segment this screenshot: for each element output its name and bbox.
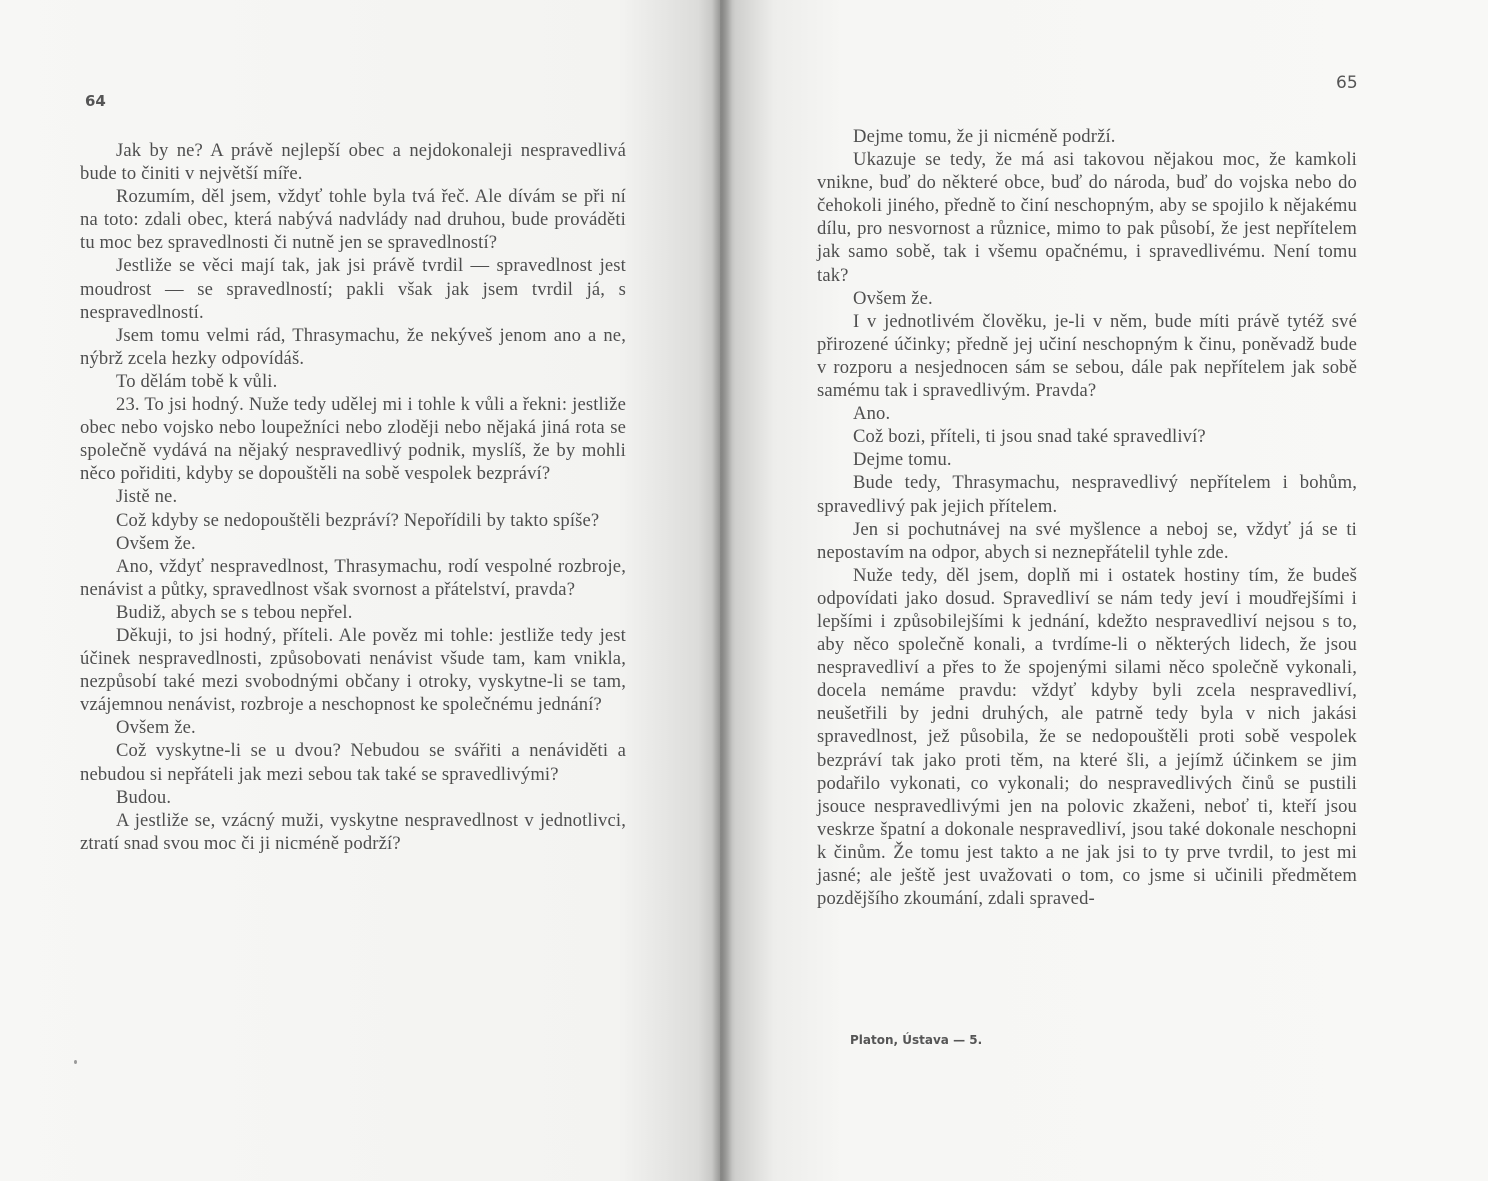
left-page-text	[80, 139, 626, 855]
paragraph: To dělám tobě k vůli.	[116, 370, 278, 392]
paragraph: Ovšem že.	[853, 287, 933, 309]
paragraph: Dejme tomu, že ji nicméně podrží.	[853, 126, 1116, 147]
footer-signature: Platon, Ústava — 5.	[850, 1033, 983, 1047]
paragraph: Což vyskytne-li se u dvou? Nebudou se svářiti a nenáviděti a nebudou si nepřáteli jak mezi sebou tak také se spravedlivými?	[80, 740, 626, 785]
paragraph: Ovšem že.	[116, 532, 196, 554]
paragraph: Dejme tomu.	[853, 449, 952, 471]
paragraph: Jen si pochutnávej na své myšlence a neboj se, vždyť já se ti nepostavím na odpor, abych si neznepřátelil tyhle zde.	[817, 518, 1357, 563]
paragraph: Jak by ne? A právě nejlepší obec a nejdokonaleji nespravedlivá bude to činiti v největší míře.	[80, 140, 626, 185]
page-number: 64	[85, 92, 106, 110]
paragraph: Jestliže se věci mají tak, jak jsi právě tvrdil — spravedlnost jest moudrost — se spravedlností; pakli však jak jsem tvrdil já, s nespravedlností.	[80, 255, 626, 323]
right-page	[720, 0, 1488, 1181]
paragraph: Rozumím, děl jsem, vždyť tohle byla tvá řeč. Ale dívám se při ní na toto: zdali obec, která nabývá nadvlády nad druhou, bude prováděti tu moc bez spravedlnosti či nutně jen se spravedlností?	[80, 186, 626, 254]
paragraph: Ukazuje se tedy, že má asi takovou nějakou moc, že kamkoli vnikne, buď do některé obce, buď do národa, buď do vojska nebo do čehokoli jiného, předně to činí neschopným, aby se spojilo k nějakému dílu, pro nesvornost a různice, mimo to pak působí, že jest nepřítelem jak samo sobě, tak i všemu opačnému, i spravedlivému. Není tomu tak?	[817, 149, 1357, 286]
paragraph: Budiž, abych se s tebou nepřel.	[116, 601, 353, 623]
paragraph: Ovšem že.	[116, 717, 196, 739]
ink-speck	[74, 1060, 77, 1064]
left-page	[0, 0, 720, 1181]
paragraph: Ano.	[853, 403, 891, 425]
paragraph: Ano, vždyť nespravedlnost, Thrasymachu, rodí vespolné rozbroje, nenávist a půtky, spravedlnost však svornost a přátelství, pravda?	[80, 555, 626, 600]
paragraph: Jistě ne.	[116, 486, 178, 508]
paragraph: Děkuji, to jsi hodný, příteli. Ale pověz mi tohle: jestliže tedy jest účinek nespravedlnosti, způsobovati nenávist všude tam, kam vnikla, nezpůsobí také mezi svobodnými občany i otroky, vyskytne-li se tam, vzájemnou nenávist, rozbroje a neschopnost ke společnému jednání?	[80, 624, 626, 716]
paragraph: 23. To jsi hodný. Nuže tedy udělej mi i tohle k vůli a řekni: jestliže obec nebo vojsko nebo loupežníci nebo zloději nebo nějaká jiná rota se společně vydává na nějaký nespravedlivý podnik, myslíš, že by mohli něco pořiditi, kdyby se dopouštěli na sobě vespolek bezpráví?	[80, 394, 626, 485]
paragraph: Budou.	[116, 786, 172, 808]
paragraph: Jsem tomu velmi rád, Thrasymachu, že nekýveš jenom ano a ne, nýbrž zcela hezky odpovídáš.	[80, 324, 626, 369]
right-page-text	[817, 125, 1357, 910]
paragraph: Což bozi, příteli, ti jsou snad také spravedliví?	[853, 426, 1206, 448]
paragraph: A jestliže se, vzácný muži, vyskytne nespravedlnost v jednotlivci, ztratí snad svou moc či ji nicméně podrží?	[80, 809, 626, 854]
paragraph: Bude tedy, Thrasymachu, nespravedlivý nepřítelem i bohům, spravedlivý pak jejich přítelem.	[817, 472, 1357, 517]
paragraph: Nuže tedy, děl jsem, doplň mi i ostatek hostiny tím, že budeš odpovídati jako dosud. Spravedliví se nám tedy jeví i moudřejšími i lepšími i způsobilejšími k jednání, kdežto nespravedliví nejsou s to, aby něco společně konali, a tvrdíme-li o některých lidech, že jsou nespravedliví a přes to že spojenými silami něco společně vykonali, docela nemáme pravdu: vždyť kdyby byli zcela nespravedliví, neušetřili by jedni druhých, ale patrně tedy byla v nich jakási spravedlnost, jež působila, že se nedopouštěli proti sobě vespolek bezpráví tak jako proti těm, na které šli, a jejímž účinkem se jim podařilo vykonati, co vykonali; do nespravedlivých činů se pustili jsouce nespravedlivými jen na polovic zkaženi, neboť ti, kteří jsou veskrze špatní a dokonale nespravedliví, jsou také dokonale neschopni k činům. Že tomu jest takto a ne jak jsi to ty prve tvrdil, to jest mi jasné; ale ještě jest uvažovati o tom, co jsme si učinili předmětem pozdějšího zkoumání, zdali spraved-	[817, 564, 1357, 910]
page-number: 65	[1336, 73, 1358, 93]
paragraph: I v jednotlivém člověku, je-li v něm, bude míti právě tytéž své přirozené účinky; předně jej učiní neschopným k činu, poněvadž bude v rozporu a nesjednocen sám se sebou, dále pak nepřítelem jak sobě samému tak i spravedlivým. Pravda?	[817, 310, 1357, 402]
paragraph: Což kdyby se nedopouštěli bezpráví? Nepořídili by takto spíše?	[116, 509, 600, 531]
book-gutter	[712, 0, 732, 1181]
